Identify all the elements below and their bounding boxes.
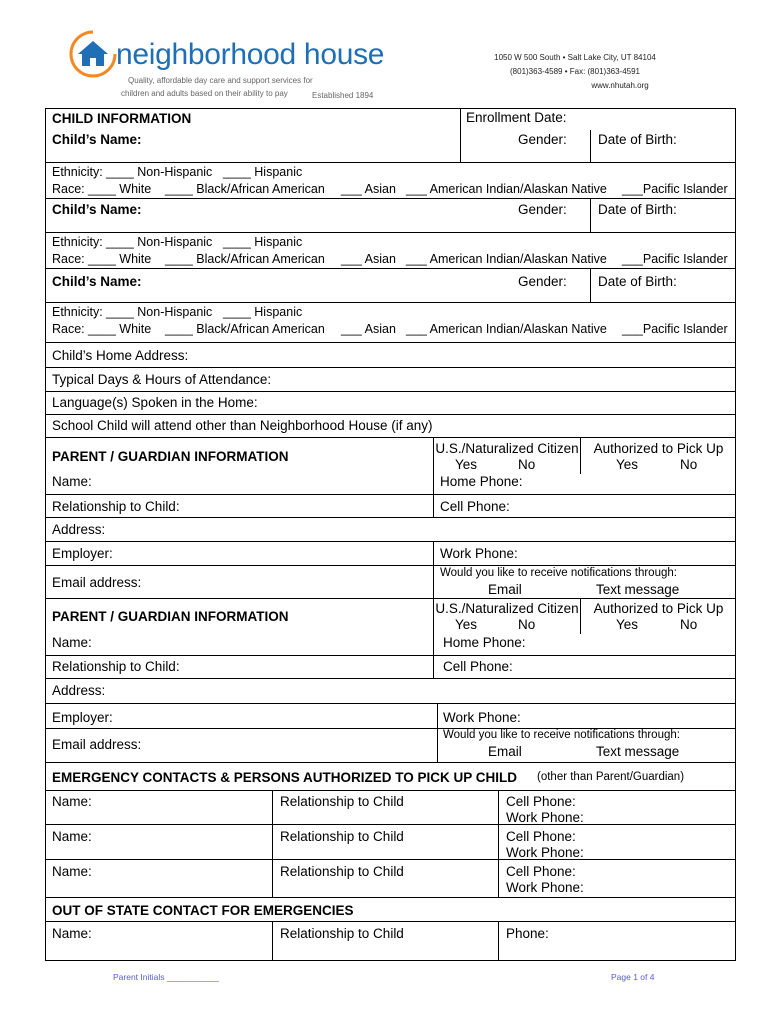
rule (45, 437, 736, 438)
rule (45, 655, 736, 656)
rule (45, 678, 736, 679)
race-black: ____ Black/African American (165, 252, 325, 266)
rule (45, 859, 736, 860)
cell-phone-label: Cell Phone: (440, 499, 510, 514)
race-label: Race: (52, 182, 85, 196)
authorized-yes: Yes (616, 617, 639, 632)
rule (437, 703, 438, 762)
rule (45, 790, 736, 791)
rule (498, 790, 499, 897)
relationship-label: Relationship to Child: (52, 659, 180, 674)
child-name-label: Child’s Name: (52, 274, 142, 289)
org-phone-fax: (801)363-4589 • Fax: (801)363-4591 (510, 67, 640, 76)
parent-address-label: Address: (52, 683, 106, 698)
race-native: ___ American Indian/Alaskan Native (406, 182, 607, 196)
emergency-name-label: Name: (52, 864, 92, 879)
parent-name-label: Name: (52, 474, 92, 489)
gender-label: Gender: (518, 202, 567, 217)
emergency-name-label: Name: (52, 829, 92, 844)
ethnicity-label: Ethnicity: (52, 235, 103, 249)
rule (590, 198, 591, 232)
parent-section-title: PARENT / GUARDIAN INFORMATION (52, 449, 289, 464)
race-pacific: ___Pacific Islander (622, 182, 728, 196)
dob-label: Date of Birth: (598, 132, 677, 147)
parent-address-label: Address: (52, 522, 106, 537)
race-black: ____ Black/African American (165, 182, 325, 196)
emergency-work-label: Work Phone: (506, 880, 584, 895)
race-white: ____ White (88, 252, 152, 266)
emergency-name-label: Name: (52, 794, 92, 809)
rule (272, 921, 273, 961)
languages-label: Language(s) Spoken in the Home: (52, 395, 258, 410)
non-hispanic-option: ____ Non-Hispanic (106, 235, 213, 249)
citizen-no: No (518, 457, 536, 472)
emergency-section-title: EMERGENCY CONTACTS & PERSONS AUTHORIZED TO PICK UP CHILD (52, 770, 518, 785)
rule (590, 268, 591, 302)
tagline-2: children and adults based on their ability to pay (121, 89, 288, 98)
emergency-work-label: Work Phone: (506, 810, 584, 825)
tagline-1: Quality, affordable day care and support services for (128, 76, 313, 85)
rule (45, 897, 736, 898)
rule (45, 541, 736, 542)
logo-name: neighborhood house (116, 38, 385, 71)
non-hispanic-option: ____ Non-Hispanic (106, 165, 213, 179)
rule (498, 921, 499, 961)
notify-text: Text message (596, 582, 680, 597)
rule (45, 494, 736, 495)
email-address-label: Email address: (52, 575, 142, 590)
race-asian: ___ Asian (341, 252, 396, 266)
notify-label: Would you like to receive notifications through: (443, 729, 680, 741)
citizen-label: U.S./Naturalized Citizen (435, 441, 579, 456)
rule (45, 565, 736, 566)
out-of-state-phone-label: Phone: (506, 926, 549, 941)
non-hispanic-option: ____ Non-Hispanic (106, 305, 213, 319)
home-phone-label: Home Phone: (440, 474, 523, 489)
citizen-yes: Yes (455, 617, 478, 632)
out-of-state-section-title: OUT OF STATE CONTACT FOR EMERGENCIES (52, 903, 354, 918)
rule (45, 517, 736, 518)
emergency-relationship-label: Relationship to Child (280, 794, 404, 809)
work-phone-label: Work Phone: (440, 546, 518, 561)
parent-section-title: PARENT / GUARDIAN INFORMATION (52, 609, 289, 624)
emergency-cell-label: Cell Phone: (506, 794, 576, 809)
rule (590, 130, 591, 162)
emergency-section-note: (other than Parent/Guardian) (537, 771, 685, 783)
citizen-label: U.S./Naturalized Citizen (435, 601, 579, 616)
race-asian: ___ Asian (341, 182, 396, 196)
work-phone-label: Work Phone: (443, 710, 521, 725)
dob-label: Date of Birth: (598, 202, 677, 217)
home-address-label: Child’s Home Address: (52, 348, 189, 363)
notify-text: Text message (596, 744, 680, 759)
authorized-no: No (680, 457, 698, 472)
emergency-cell-label: Cell Phone: (506, 829, 576, 844)
parent-name-label: Name: (52, 635, 92, 650)
org-website: www.nhutah.org (591, 81, 649, 90)
rule (45, 342, 736, 343)
notify-email: Email (488, 582, 522, 597)
emergency-cell-label: Cell Phone: (506, 864, 576, 879)
rule (45, 232, 736, 233)
rule (272, 790, 273, 897)
hispanic-option: ____ Hispanic (223, 305, 303, 319)
child-section-title: CHILD INFORMATION (52, 111, 192, 126)
race-native: ___ American Indian/Alaskan Native (406, 252, 607, 266)
ethnicity-label: Ethnicity: (52, 305, 103, 319)
citizen-no: No (518, 617, 536, 632)
gender-label: Gender: (518, 132, 567, 147)
established: Established 1894 (312, 91, 374, 100)
race-native: ___ American Indian/Alaskan Native (406, 322, 607, 336)
house-logo-icon (66, 28, 120, 78)
school-label: School Child will attend other than Neighborhood House (if any) (52, 418, 433, 433)
race-white: ____ White (88, 182, 152, 196)
emergency-relationship-label: Relationship to Child (280, 829, 404, 844)
race-pacific: ___Pacific Islander (622, 322, 728, 336)
rule (45, 302, 736, 303)
parent-initials: Parent Initials ___________ (113, 972, 219, 982)
rule (45, 703, 736, 704)
hispanic-option: ____ Hispanic (223, 235, 303, 249)
attendance-label: Typical Days & Hours of Attendance: (52, 372, 272, 387)
child-name-label: Child’s Name: (52, 132, 142, 147)
gender-label: Gender: (518, 274, 567, 289)
rule (45, 268, 736, 269)
employer-label: Employer: (52, 546, 113, 561)
notify-email: Email (488, 744, 522, 759)
race-asian: ___ Asian (341, 322, 396, 336)
home-phone-label: Home Phone: (443, 635, 526, 650)
rule (45, 414, 736, 415)
rule (45, 598, 736, 599)
rule (433, 541, 434, 598)
citizen-yes: Yes (455, 457, 478, 472)
rule (45, 762, 736, 763)
race-label: Race: (52, 322, 85, 336)
authorized-no: No (680, 617, 698, 632)
authorized-label: Authorized to Pick Up (593, 601, 724, 616)
dob-label: Date of Birth: (598, 274, 677, 289)
rule (460, 108, 461, 162)
rule (45, 391, 736, 392)
rule (45, 162, 736, 163)
race-pacific: ___Pacific Islander (622, 252, 728, 266)
rule (45, 198, 736, 199)
org-address: 1050 W 500 South • Salt Lake City, UT 84104 (494, 53, 656, 62)
emergency-work-label: Work Phone: (506, 845, 584, 860)
race-white: ____ White (88, 322, 152, 336)
page-number: Page 1 of 4 (611, 972, 655, 982)
rule (45, 921, 736, 922)
authorized-label: Authorized to Pick Up (593, 441, 724, 456)
emergency-relationship-label: Relationship to Child (280, 864, 404, 879)
hispanic-option: ____ Hispanic (223, 165, 303, 179)
race-label: Race: (52, 252, 85, 266)
out-of-state-relationship-label: Relationship to Child (280, 926, 404, 941)
out-of-state-name-label: Name: (52, 926, 92, 941)
employer-label: Employer: (52, 710, 113, 725)
race-black: ____ Black/African American (165, 322, 325, 336)
rule (45, 367, 736, 368)
email-address-label: Email address: (52, 737, 142, 752)
enrollment-date-label: Enrollment Date: (466, 110, 567, 125)
relationship-label: Relationship to Child: (52, 499, 180, 514)
authorized-yes: Yes (616, 457, 639, 472)
notify-label: Would you like to receive notifications through: (440, 567, 677, 579)
cell-phone-label: Cell Phone: (443, 659, 513, 674)
child-name-label: Child’s Name: (52, 202, 142, 217)
ethnicity-label: Ethnicity: (52, 165, 103, 179)
rule (45, 824, 736, 825)
